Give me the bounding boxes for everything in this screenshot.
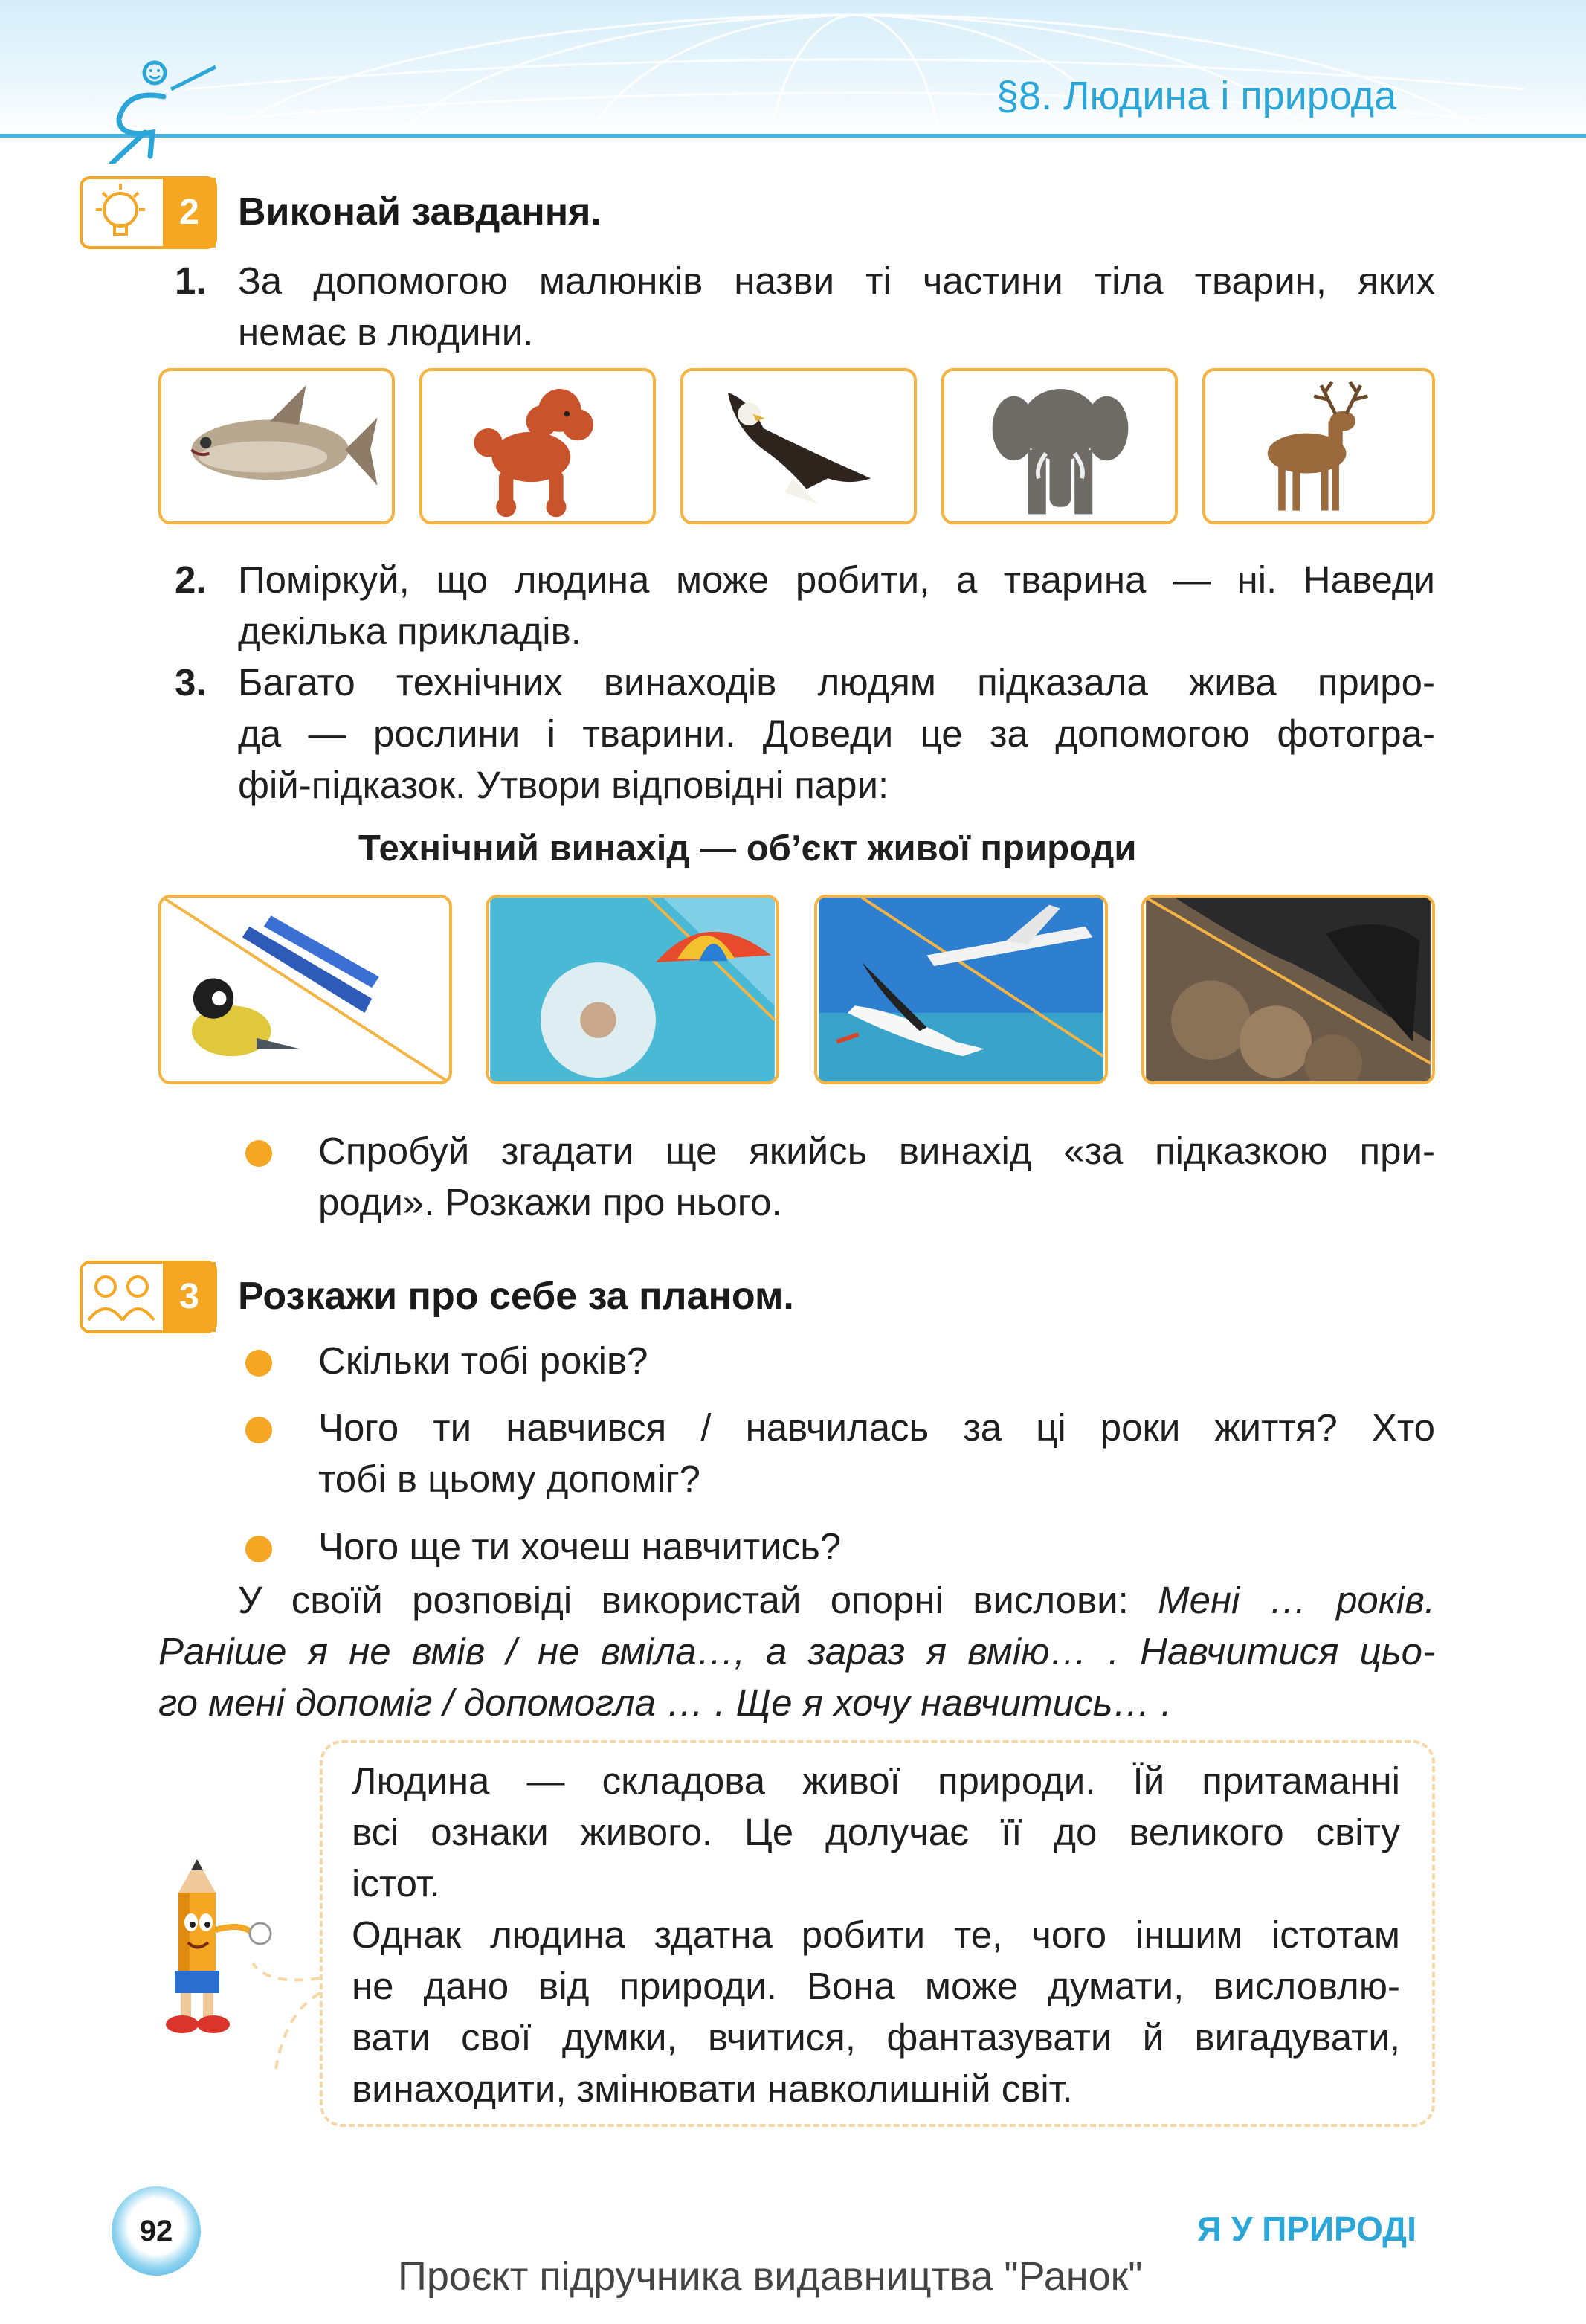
tweezers-bird-photo	[158, 895, 452, 1084]
elephant-photo	[941, 368, 1178, 524]
eagle-icon	[683, 371, 914, 521]
page-number: 92	[112, 2186, 201, 2276]
poodle-photo	[419, 368, 656, 524]
pencil-mascot-icon	[152, 1859, 279, 2038]
task-title: Розкажи про себе за планом.	[238, 1275, 794, 1318]
fish-icon	[161, 371, 392, 521]
airplane-stork-photo	[814, 895, 1108, 1084]
task-number: 2	[179, 193, 199, 232]
task-badge-2	[80, 176, 217, 249]
task-item-3: 3. Багато технічних винаходів людям підказала жива приро- да — рослини і тварини. Доведи це за допомогою фотогра- фій-підказок. Утвори відповідні пари:	[175, 661, 1435, 806]
deer-icon	[1205, 371, 1432, 521]
header-rule	[0, 134, 1586, 138]
ya-logo-icon	[97, 45, 223, 164]
task-item-2: 2. Поміркуй, що людина може робити, а тварина — ні. Наведи декілька прикладів.	[175, 559, 1435, 652]
bullet-learned: Чого ти навчився / навчилась за ці роки життя? Хто тобі в цьому допоміг?	[318, 1406, 1435, 1500]
eagle-photo	[680, 368, 917, 524]
task-title: Виконай завдання.	[238, 190, 602, 234]
poodle-icon	[422, 371, 653, 521]
publisher-note: Проєкт підручника видавництва "Ранок"	[398, 2254, 1143, 2299]
fish-photo	[158, 368, 395, 524]
task-badge-3	[80, 1261, 217, 1333]
note-text: Людина — складова живої природи. Їй притаманні всі ознаки живого. Це долучає її до великого світу істот. Однак людина здатна робити те, чого іншим істотам не дано від природи. Вона може думати, висловлю- вати свої думки, вчитися, фантазувати й вигадувати, винаходити, змінювати навколишній світ.	[352, 1760, 1400, 2110]
elephant-icon	[944, 371, 1175, 521]
bullet-dot	[245, 1536, 272, 1562]
deer-photo	[1202, 368, 1435, 524]
bullet-age: Скільки тобі років?	[318, 1339, 648, 1382]
pairs-heading: Технічний винахід — об’єкт живої природи	[358, 828, 1137, 869]
velcro-burdock-photo	[1141, 895, 1435, 1084]
bullet-want-learn: Чого ще ти хочеш навчитись?	[318, 1525, 842, 1568]
bullet-dot	[245, 1350, 272, 1377]
bullet-dot	[245, 1417, 272, 1443]
bullet-invention: Спробуй згадати ще якийсь винахід «за підказкою при- роди». Розкажи про нього.	[318, 1130, 1435, 1223]
book-section-title: Я У ПРИРОДІ	[1197, 2209, 1416, 2248]
bullet-dot	[245, 1140, 272, 1167]
support-phrases: У своїй розповіді використай опорні вислови: Мені … років. Раніше я не вмів / не вміла…, а зараз я вмію… . Навчитися цьо- го мені допоміг / допомогла … . Ще я хочу навчитись… .	[158, 1579, 1435, 1724]
parachute-dandelion-photo	[486, 895, 779, 1084]
task-number: 3	[179, 1277, 199, 1316]
task-item-1: 1. За допомогою малюнків назви ті частини тіла тварин, яких немає в людини.	[175, 260, 1435, 353]
section-title: §8. Людина і природа	[996, 74, 1397, 118]
